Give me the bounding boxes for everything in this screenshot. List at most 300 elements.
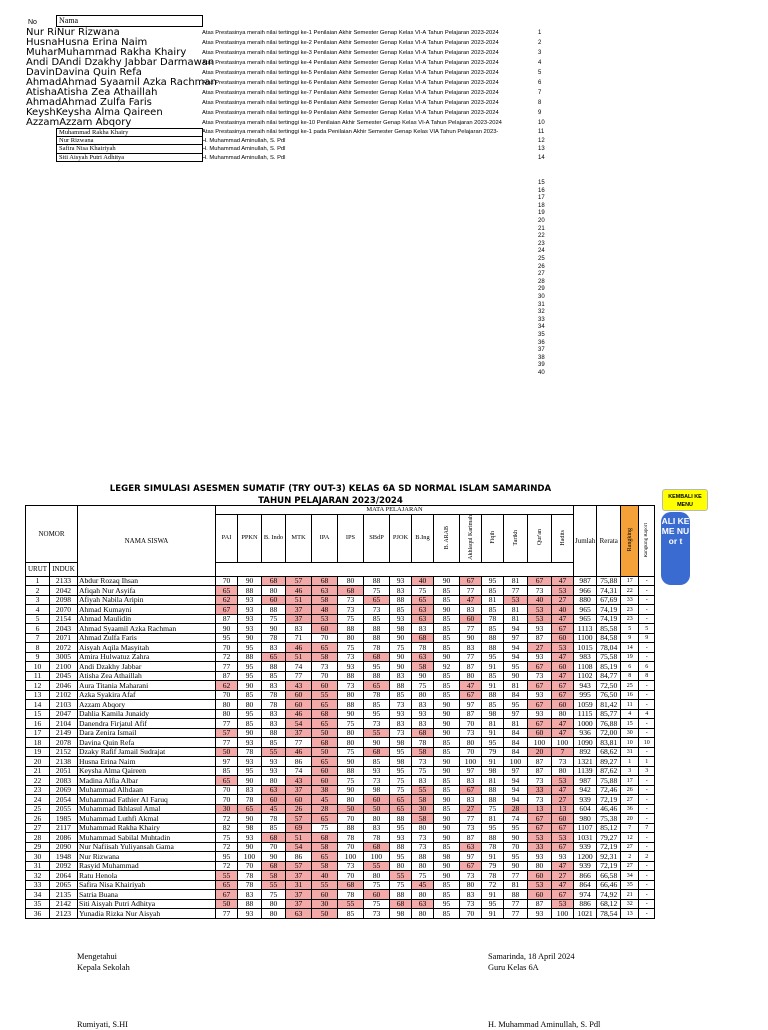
row-number: 16: [26, 719, 50, 729]
ranking-description: Atas Prestasinya meraih nilai tertinggi ke-10 Penilaian Akhir Semester Genap Kelas VI-A Tahun Pelajaran 2023-2024: [202, 120, 502, 126]
row-rerata: 68,62: [597, 747, 621, 757]
row-induk: 1985: [50, 814, 78, 824]
guru-kelas-label: Guru Kelas 6A: [488, 963, 539, 972]
ranking-name: [26, 118, 202, 128]
row-score: 90: [238, 728, 262, 738]
row-score: 85: [434, 586, 460, 596]
row-score: 65: [412, 595, 434, 605]
row-raport-rank: -: [639, 614, 655, 624]
row-rank: 13: [621, 909, 639, 919]
row-student-name: Siti Aisyah Putri Adhitya: [78, 899, 216, 909]
row-number: 4: [26, 605, 50, 615]
row-score: 90: [238, 681, 262, 691]
row-number: 9: [26, 652, 50, 662]
ranking-code: Davin: [26, 67, 55, 78]
row-jumlah: 987: [574, 576, 597, 586]
row-score: 80: [412, 909, 434, 919]
row-score: 94: [504, 643, 528, 653]
row-score: 45: [262, 804, 286, 814]
row-student-name: Dara Zenira Ismail: [78, 728, 216, 738]
row-jumlah: 943: [574, 681, 597, 691]
mata-pelajaran-header: MATA PELAJARAN: [216, 506, 574, 515]
row-rank: 6: [621, 662, 639, 672]
row-score: 60: [460, 614, 482, 624]
row-student-name: Muhammad Luthfi Akmal: [78, 814, 216, 824]
row-jumlah: 892: [574, 747, 597, 757]
row-score: 85: [434, 738, 460, 748]
row-score: 93: [238, 595, 262, 605]
row-score: 68: [312, 709, 338, 719]
row-score: 95: [504, 662, 528, 672]
row-rerata: 67,69: [597, 595, 621, 605]
row-score: 90: [434, 861, 460, 871]
row-score: 73: [390, 728, 412, 738]
row-score: 70: [460, 747, 482, 757]
row-rank: 27: [621, 842, 639, 852]
row-student-name: Rasyid Muhammad: [78, 861, 216, 871]
place-date: Samarinda, 18 April 2024: [488, 952, 575, 961]
row-score: 88: [412, 852, 434, 862]
row-score: 95: [216, 852, 238, 862]
subject-label: B. ARAB: [443, 525, 450, 550]
row-score: 73: [528, 776, 552, 786]
row-score: 85: [434, 909, 460, 919]
row-score: 79: [482, 861, 504, 871]
row-jumlah: 1139: [574, 766, 597, 776]
row-student-name: Atisha Zea Athaillah: [78, 671, 216, 681]
row-score: 67: [528, 719, 552, 729]
row-score: 90: [262, 852, 286, 862]
row-score: 95: [434, 899, 460, 909]
row-rerata: 68,12: [597, 899, 621, 909]
row-score: 85: [338, 909, 364, 919]
row-jumlah: 866: [574, 871, 597, 881]
row-score: 50: [216, 747, 238, 757]
row-score: 58: [412, 814, 434, 824]
row-number: 31: [26, 861, 50, 871]
row-jumlah: 1200: [574, 852, 597, 862]
row-raport-rank: 10: [639, 738, 655, 748]
row-score: 26: [286, 804, 312, 814]
row-score: 83: [460, 605, 482, 615]
row-score: 91: [482, 728, 504, 738]
row-score: 55: [364, 728, 390, 738]
row-jumlah: 1031: [574, 833, 597, 843]
counter-number: 40: [538, 370, 545, 376]
row-student-name: Azzam Abqory: [78, 700, 216, 710]
row-jumlah: 1107: [574, 823, 597, 833]
row-jumlah: 1321: [574, 757, 597, 767]
row-score: 77: [460, 814, 482, 824]
row-score: 54: [286, 719, 312, 729]
ranking-number: 4: [538, 60, 542, 66]
name-label: Nama: [56, 15, 203, 27]
row-score: 93: [528, 909, 552, 919]
row-score: 73: [364, 719, 390, 729]
row-score: 95: [390, 747, 412, 757]
row-score: 50: [364, 804, 390, 814]
guru-signature-name: H. Muhammad Aminullah, S. Pdl: [488, 1020, 601, 1029]
row-score: 75: [412, 681, 434, 691]
row-score: 68: [262, 576, 286, 586]
row-induk: 2138: [50, 757, 78, 767]
row-rank: 17: [621, 576, 639, 586]
back-to-menu-button[interactable]: KEMBALI KE MENU: [662, 489, 708, 511]
row-jumlah: 939: [574, 795, 597, 805]
row-score: 53: [552, 899, 574, 909]
counter-number: 39: [538, 362, 545, 369]
row-score: 75: [390, 785, 412, 795]
table-row: [26, 795, 655, 805]
row-score: 78: [482, 842, 504, 852]
row-score: 88: [482, 643, 504, 653]
row-score: 60: [528, 890, 552, 900]
row-score: 90: [364, 738, 390, 748]
row-score: 81: [504, 719, 528, 729]
row-student-name: Afiyah Nabila Aripin: [78, 595, 216, 605]
row-score: 91: [482, 852, 504, 862]
row-score: 75: [412, 871, 434, 881]
row-rank: 4: [621, 709, 639, 719]
row-score: 90: [434, 700, 460, 710]
row-score: 87: [460, 662, 482, 672]
row-score: 58: [412, 662, 434, 672]
row-score: 88: [390, 814, 412, 824]
table-row: [26, 823, 655, 833]
ranking-number: 9: [538, 110, 542, 116]
counter-number: 28: [538, 278, 545, 285]
row-score: 67: [528, 814, 552, 824]
row-jumlah: 864: [574, 880, 597, 890]
row-score: 90: [216, 624, 238, 634]
row-score: 85: [434, 842, 460, 852]
row-score: 85: [262, 823, 286, 833]
row-score: 70: [216, 785, 238, 795]
row-score: 54: [286, 842, 312, 852]
row-induk: 2070: [50, 605, 78, 615]
row-score: 67: [216, 605, 238, 615]
row-score: 68: [312, 576, 338, 586]
row-student-name: Azka Syakira Afaf: [78, 690, 216, 700]
kepala-sekolah-label: Kepala Sekolah: [77, 963, 130, 972]
row-score: 78: [262, 633, 286, 643]
row-score: 86: [286, 852, 312, 862]
table-row: [26, 899, 655, 909]
row-score: 90: [434, 652, 460, 662]
row-student-name: Muhammad Rakha Khairy: [78, 823, 216, 833]
row-score: 83: [262, 709, 286, 719]
row-score: 78: [364, 690, 390, 700]
row-rank: 25: [621, 681, 639, 691]
row-raport-rank: 5: [639, 624, 655, 634]
rangking-header: Rangking: [621, 506, 639, 577]
row-score: 63: [412, 614, 434, 624]
row-rerata: 83,81: [597, 738, 621, 748]
row-raport-rank: -: [639, 861, 655, 871]
certificate-name-box: Safira Nisa Khairiyah: [56, 145, 203, 154]
ranking-fullname: Ahmad Syaamil Azka Rachman: [61, 77, 217, 88]
row-rank: 21: [621, 890, 639, 900]
table-row: [26, 785, 655, 795]
row-student-name: Andi Dzakhy Jabbar: [78, 662, 216, 672]
row-jumlah: 886: [574, 899, 597, 909]
row-score: 95: [504, 852, 528, 862]
row-score: 71: [286, 633, 312, 643]
row-score: 90: [390, 633, 412, 643]
row-score: 55: [338, 899, 364, 909]
row-score: 53: [552, 833, 574, 843]
row-jumlah: 1015: [574, 643, 597, 653]
row-score: 65: [312, 852, 338, 862]
table-row: [26, 709, 655, 719]
row-score: 60: [312, 624, 338, 634]
row-score: 90: [412, 671, 434, 681]
row-jumlah: 880: [574, 595, 597, 605]
row-score: 75: [338, 643, 364, 653]
row-score: 90: [338, 785, 364, 795]
row-score: 78: [338, 890, 364, 900]
row-raport-rank: -: [639, 700, 655, 710]
row-induk: 2047: [50, 709, 78, 719]
row-score: 65: [312, 757, 338, 767]
row-score: 80: [364, 814, 390, 824]
row-score: 73: [312, 662, 338, 672]
ranking-fullname: Muhammad Rakha Khairy: [57, 47, 187, 58]
row-induk: 2042: [50, 586, 78, 596]
rerata-header: Rerata: [597, 506, 621, 577]
row-score: 37: [286, 785, 312, 795]
row-score: 88: [338, 624, 364, 634]
row-score: 97: [504, 709, 528, 719]
ranking-description: Atas Prestasinya meraih nilai tertinggi ke-2 Penilaian Akhir Semester Genap Kelas VI-A Tahun Pelajaran 2023-2024: [202, 40, 499, 46]
row-score: 83: [390, 719, 412, 729]
row-rank: 16: [621, 690, 639, 700]
row-rank: 32: [621, 899, 639, 909]
row-score: 65: [262, 652, 286, 662]
row-score: 73: [412, 833, 434, 843]
row-score: 65: [216, 586, 238, 596]
row-score: 80: [216, 709, 238, 719]
row-score: 97: [460, 700, 482, 710]
row-score: 65: [312, 700, 338, 710]
row-rerata: 72,46: [597, 785, 621, 795]
row-rank: 27: [621, 861, 639, 871]
row-rank: 31: [621, 747, 639, 757]
row-score: 68: [364, 842, 390, 852]
table-row: [26, 605, 655, 615]
row-score: 75: [364, 899, 390, 909]
row-score: 90: [434, 576, 460, 586]
row-induk: 2154: [50, 614, 78, 624]
row-raport-rank: -: [639, 899, 655, 909]
counter-number: 34: [538, 324, 545, 331]
row-score: 80: [262, 909, 286, 919]
row-rank: 10: [621, 738, 639, 748]
row-score: 51: [286, 652, 312, 662]
row-rerata: 85,58: [597, 624, 621, 634]
row-score: 83: [460, 643, 482, 653]
row-number: 11: [26, 671, 50, 681]
row-score: 85: [390, 605, 412, 615]
row-raport-rank: -: [639, 586, 655, 596]
table-row: [26, 871, 655, 881]
row-score: 53: [504, 595, 528, 605]
row-number: 13: [26, 690, 50, 700]
row-score: 90: [434, 728, 460, 738]
row-score: 90: [504, 671, 528, 681]
row-induk: 2135: [50, 890, 78, 900]
row-score: 77: [504, 586, 528, 596]
row-raport-rank: -: [639, 681, 655, 691]
row-score: 85: [238, 690, 262, 700]
row-score: 98: [390, 624, 412, 634]
row-score: 91: [482, 757, 504, 767]
row-score: 67: [528, 681, 552, 691]
counter-number: 23: [538, 240, 545, 247]
row-score: 83: [238, 785, 262, 795]
row-student-name: Aisyah Aqila Masyitah: [78, 643, 216, 653]
grade-table: [25, 505, 655, 919]
row-score: 100: [364, 852, 390, 862]
row-number: 29: [26, 842, 50, 852]
row-score: 80: [338, 738, 364, 748]
row-student-name: Ahmad Kumayni: [78, 605, 216, 615]
row-score: 53: [552, 586, 574, 596]
row-student-name: Husna Erina Naim: [78, 757, 216, 767]
row-score: 77: [216, 719, 238, 729]
row-rerata: 84,77: [597, 671, 621, 681]
title-line-1: LEGER SIMULASI ASESMEN SUMATIF (TRY OUT-3) KELAS 6A SD NORMAL ISLAM SAMARINDA: [109, 484, 552, 494]
row-score: 73: [528, 671, 552, 681]
row-score: 93: [238, 833, 262, 843]
row-score: 90: [390, 662, 412, 672]
row-score: 81: [504, 605, 528, 615]
table-row: [26, 757, 655, 767]
row-score: 93: [528, 852, 552, 862]
row-jumlah: 965: [574, 614, 597, 624]
row-number: 25: [26, 804, 50, 814]
row-score: 80: [412, 861, 434, 871]
row-score: 75: [262, 614, 286, 624]
row-score: 68: [338, 586, 364, 596]
row-score: 88: [238, 652, 262, 662]
row-score: 93: [364, 766, 390, 776]
row-score: 88: [482, 785, 504, 795]
row-rerata: 75,38: [597, 814, 621, 824]
certificate-number: 11: [538, 129, 545, 135]
row-rank: 33: [621, 595, 639, 605]
row-score: 55: [262, 747, 286, 757]
row-raport-rank: 8: [639, 671, 655, 681]
row-score: 90: [460, 633, 482, 643]
row-score: 78: [262, 814, 286, 824]
row-induk: 2103: [50, 700, 78, 710]
row-induk: 2090: [50, 842, 78, 852]
row-rank: 9: [621, 633, 639, 643]
row-score: 58: [412, 795, 434, 805]
counter-number: 37: [538, 347, 545, 354]
row-score: 90: [434, 766, 460, 776]
row-number: 33: [26, 880, 50, 890]
certificate-description: H. Muhammad Aminullah, S. Pdl: [202, 154, 286, 161]
row-score: 90: [504, 833, 528, 843]
table-row: [26, 766, 655, 776]
row-score: 65: [312, 643, 338, 653]
row-score: 91: [482, 662, 504, 672]
row-score: 95: [238, 662, 262, 672]
row-raport-rank: -: [639, 804, 655, 814]
menu-bubble-button[interactable]: ALI KE ME NU or t: [661, 512, 690, 585]
row-score: 77: [504, 871, 528, 881]
ranking-fullname: Ahmad Zulfa Faris: [61, 97, 152, 108]
row-raport-rank: -: [639, 728, 655, 738]
row-score: 93: [238, 909, 262, 919]
row-jumlah: 1100: [574, 633, 597, 643]
row-score: 78: [238, 871, 262, 881]
rangking-raport-header: Rangking Raport: [639, 506, 655, 577]
row-score: 60: [312, 776, 338, 786]
row-score: 70: [460, 719, 482, 729]
row-score: 81: [504, 576, 528, 586]
row-rank: 7: [621, 823, 639, 833]
row-score: 78: [338, 833, 364, 843]
row-number: 7: [26, 633, 50, 643]
row-score: 77: [504, 899, 528, 909]
row-student-name: Dahlia Kamila Junaidy: [78, 709, 216, 719]
row-score: 85: [216, 766, 238, 776]
row-score: 95: [482, 576, 504, 586]
row-score: 58: [262, 871, 286, 881]
row-student-name: Aura Titania Maharani: [78, 681, 216, 691]
row-induk: 2123: [50, 909, 78, 919]
row-student-name: Dzaky Rafif Jamail Sudrajat: [78, 747, 216, 757]
induk-header: INDUK: [50, 562, 78, 576]
row-score: 95: [364, 662, 390, 672]
table-row: [26, 861, 655, 871]
row-jumlah: 987: [574, 776, 597, 786]
row-score: 75: [338, 747, 364, 757]
row-number: 18: [26, 738, 50, 748]
row-score: 100: [552, 738, 574, 748]
row-score: 40: [552, 605, 574, 615]
row-score: 27: [552, 595, 574, 605]
subject-label: Hadits: [559, 529, 566, 546]
ranking-code: Keysh: [26, 107, 56, 118]
row-rank: 27: [621, 795, 639, 805]
row-induk: 2098: [50, 595, 78, 605]
row-raport-rank: -: [639, 833, 655, 843]
row-score: 85: [434, 890, 460, 900]
row-score: 80: [552, 766, 574, 776]
subject-label: Fiqih: [489, 531, 496, 544]
row-number: 19: [26, 747, 50, 757]
certificate-description: H. Muhammad Aminullah, S. Pdl: [202, 137, 286, 144]
row-score: 65: [216, 880, 238, 890]
row-score: 57: [286, 861, 312, 871]
ranking-code: Atisha: [26, 87, 58, 98]
row-score: 88: [390, 842, 412, 852]
row-number: 17: [26, 728, 50, 738]
row-score: 92: [434, 662, 460, 672]
row-score: 93: [528, 709, 552, 719]
certificate-number: 14: [538, 154, 545, 161]
row-score: 78: [262, 700, 286, 710]
row-score: 50: [312, 747, 338, 757]
row-score: 90: [238, 576, 262, 586]
row-score: 93: [528, 624, 552, 634]
row-student-name: Nur Nafiisah Yuliyansah Gama: [78, 842, 216, 852]
row-score: 80: [460, 880, 482, 890]
